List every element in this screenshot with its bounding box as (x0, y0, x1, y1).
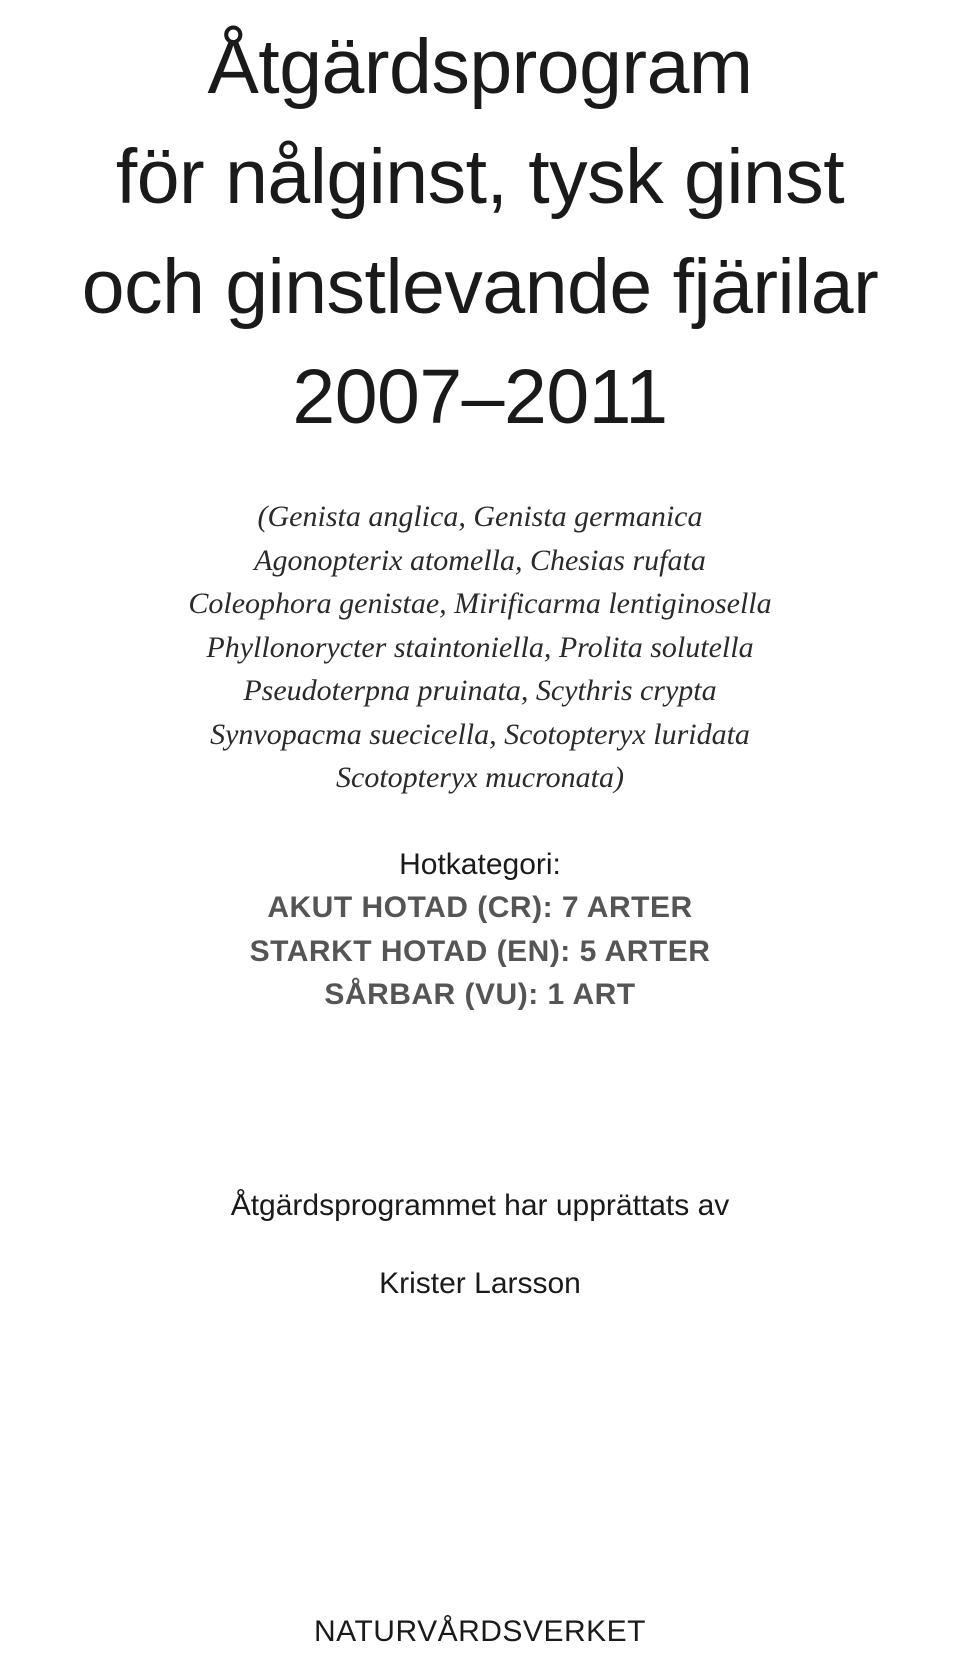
author-intro: Åtgärdsprogrammet har upprättats av (230, 1189, 730, 1222)
threat-heading: Hotkategori: (399, 848, 561, 881)
species-line-3: Coleophora genistae, Mirificarma lentiginosella (188, 587, 772, 620)
species-line-1: (Genista anglica, Genista germanica (257, 500, 703, 533)
threat-category-vu: SÅRBAR (VU): 1 ART (324, 978, 636, 1011)
species-list (0, 495, 960, 800)
threat-category-cr: AKUT HOTAD (CR): 7 ARTER (267, 891, 693, 924)
species-line-2: Agonopterix atomella, Chesias rufata (254, 543, 706, 577)
threat-category-en: STARKT HOTAD (EN): 5 ARTER (249, 934, 711, 968)
threat-category-block (0, 843, 960, 1017)
title-line-4: 2007–2011 (292, 354, 668, 440)
species-line-6: Synvopacma suecicella, Scotopteryx luridata (210, 717, 750, 751)
document-title (0, 12, 960, 452)
species-line-7: Scotopteryx mucronata) (336, 761, 624, 794)
title-line-3: och ginstlevande fjärilar (81, 244, 879, 330)
title-line-2: för nålginst, tysk ginst (115, 134, 845, 220)
publisher-name: NATURVÅRDSVERKET (314, 1615, 646, 1648)
species-line-4: Phyllonorycter staintoniella, Prolita solutella (206, 630, 754, 664)
species-line-5: Pseudoterpna pruinata, Scythris crypta (243, 674, 717, 707)
author-name: Krister Larsson (379, 1267, 581, 1300)
title-line-1: Åtgärdsprogram (207, 24, 753, 110)
